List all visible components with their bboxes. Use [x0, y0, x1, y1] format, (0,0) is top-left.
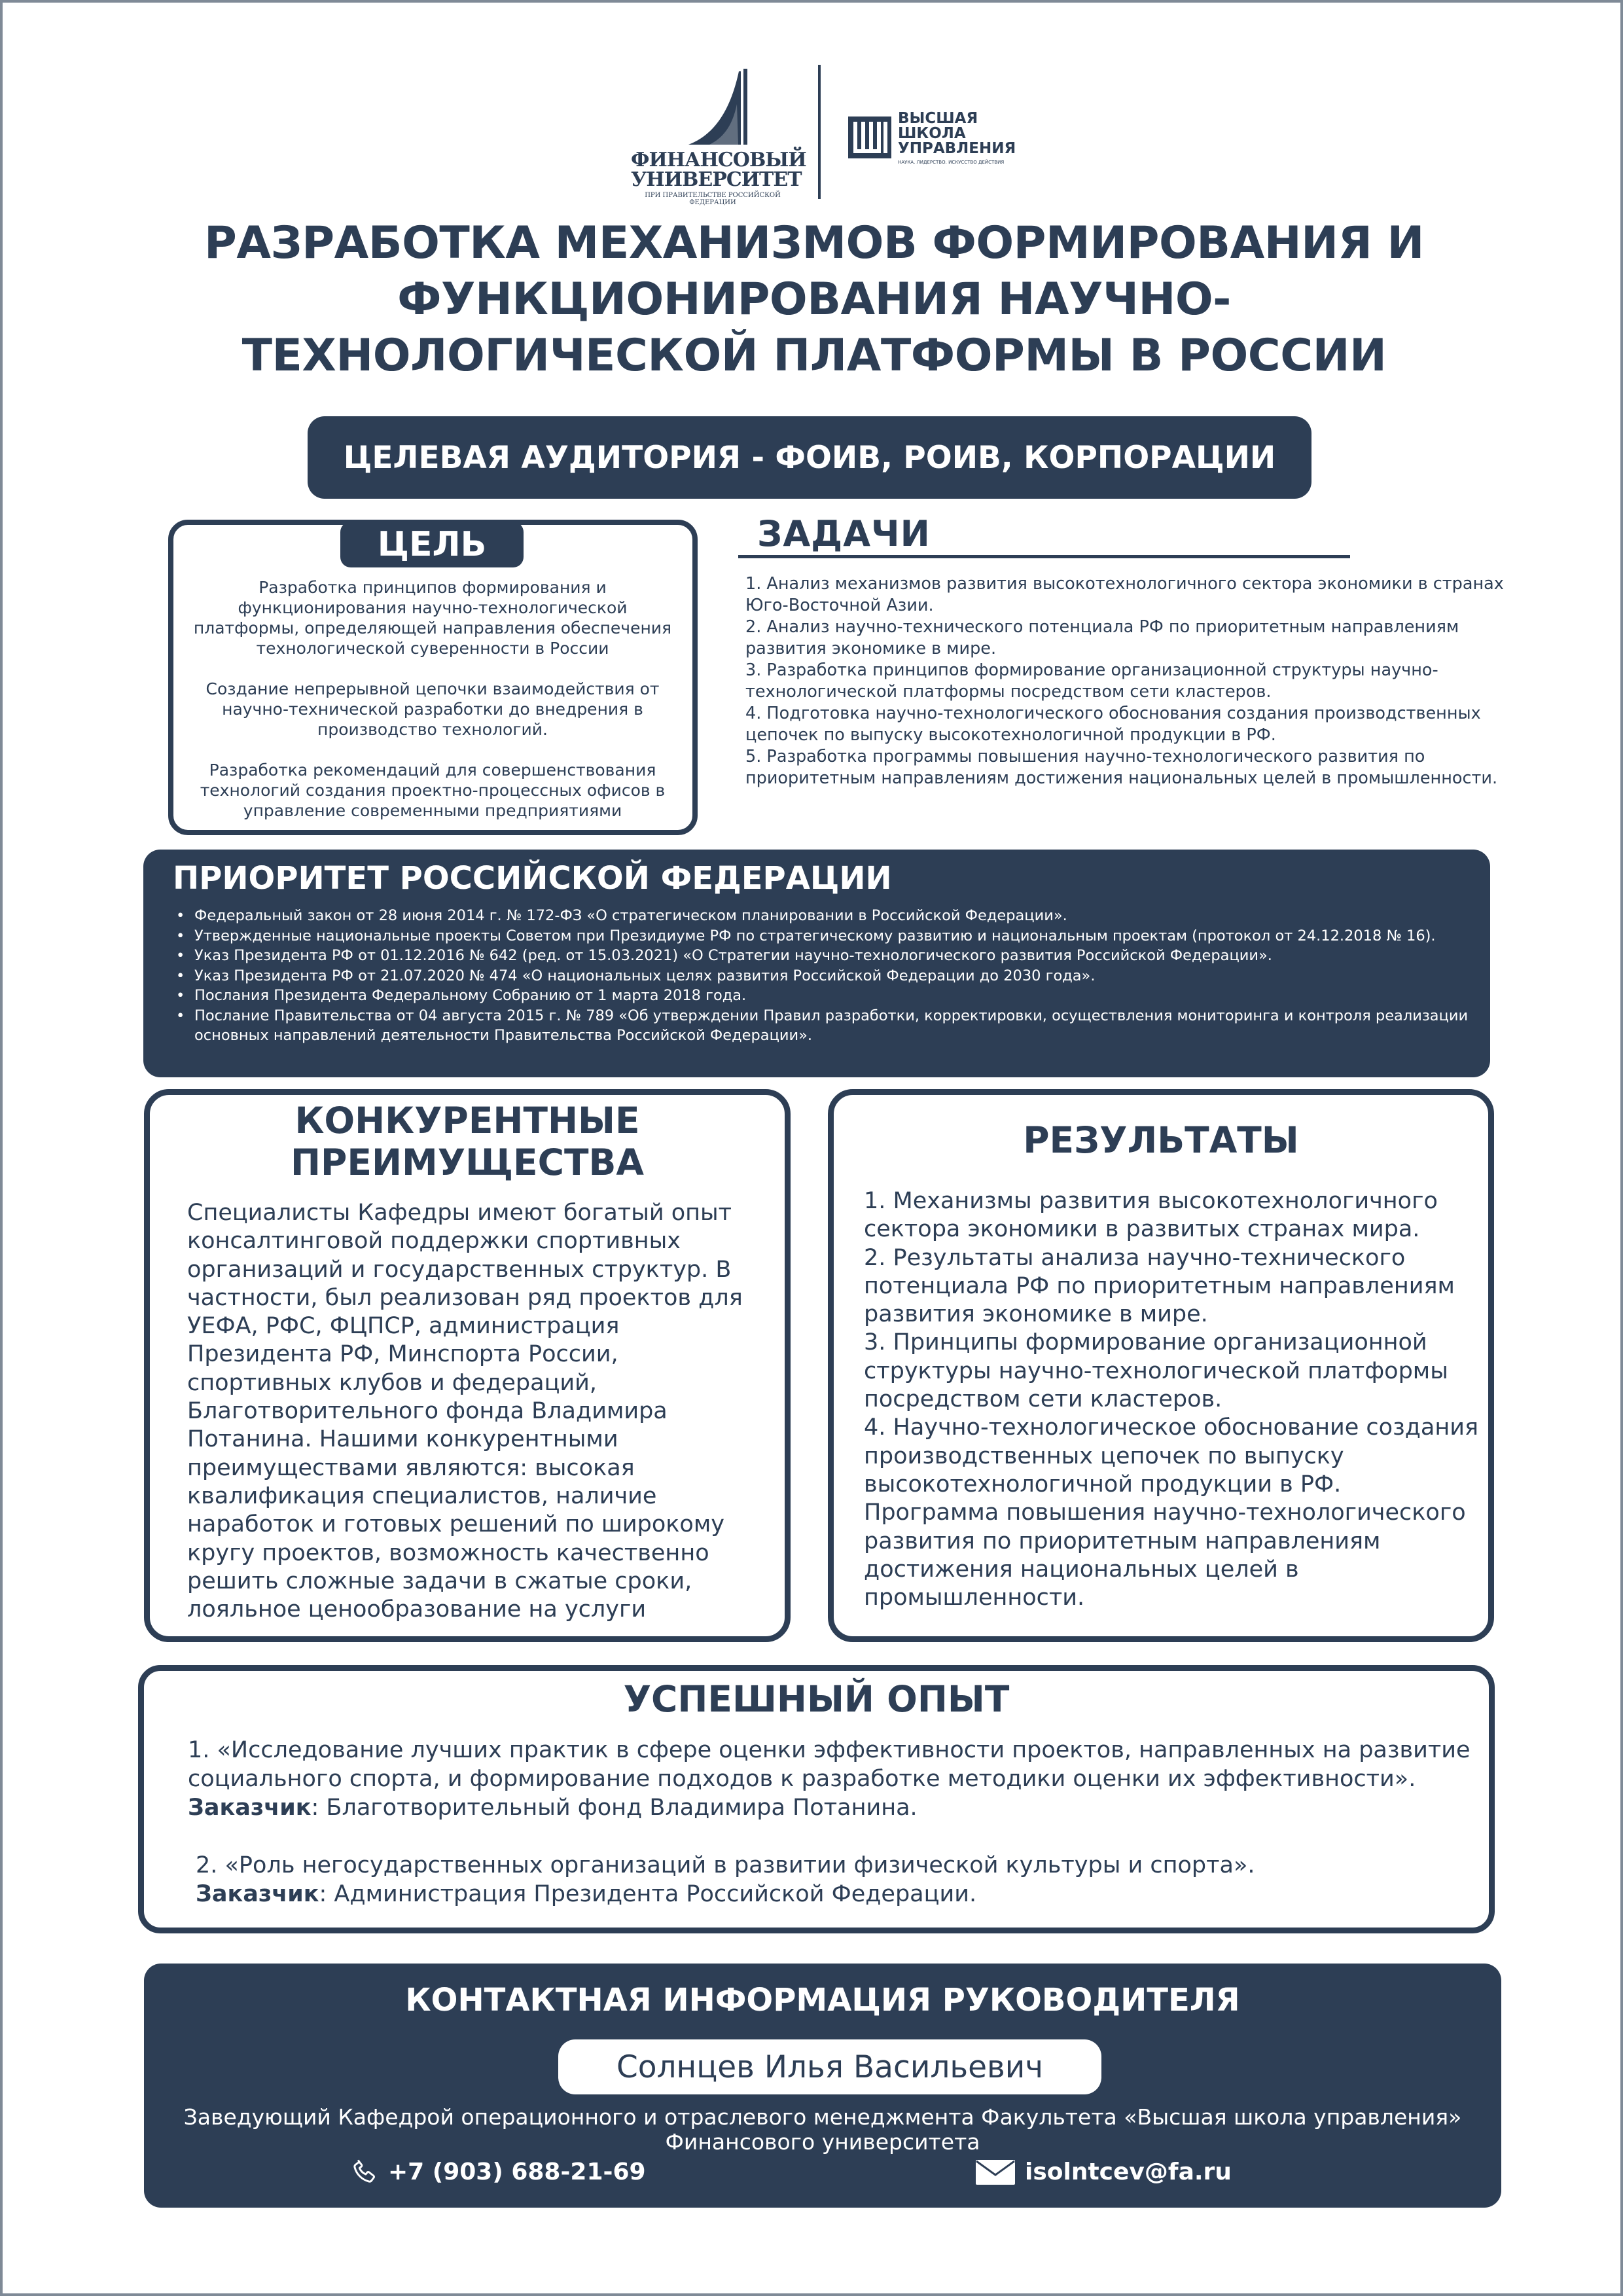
success-list	[188, 1736, 1471, 1909]
phone-icon	[350, 2157, 379, 2186]
success-client-1	[188, 1793, 1471, 1822]
success-item-1: 1. «Исследование лучших практик в сфере оценки эффективности проектов, направленных на развитие социального спорта, и формирование подходов к разработке методики оценки их эффективности».	[188, 1737, 1471, 1792]
title-line-3: ТЕХНОЛОГИЧЕСКОЙ ПЛАТФОРМЫ В РОССИИ	[241, 330, 1387, 382]
envelope-icon	[975, 2158, 1016, 2185]
goal-paragraph: Разработка рекомендаций для совершенствования технологий создания проектно-процессных офисов в управление современными предприятиями	[200, 761, 666, 820]
priority-item: • Послание Правительства от 04 августа 2015 г. № 789 «Об утверждении Правил разработки, корректировки, осуществления мониторинга и контроля реализации основных направлений деятельности Правительства Российской Федерации».	[176, 1006, 1485, 1046]
task-item: 5. Разработка программы повышения научно-технологического развития по приоритетным направлениям достижения национальных целей в промышленности.	[745, 747, 1498, 788]
contact-name: Солнцев Илья Васильевич	[558, 2039, 1101, 2094]
priority-item: • Федеральный закон от 28 июня 2014 г. № 172-ФЗ «О стратегическом планировании в Российской Федерации».	[176, 906, 1485, 926]
priority-title: ПРИОРИТЕТ РОССИЙСКОЙ ФЕДЕРАЦИИ	[173, 860, 892, 897]
client-value: : Администрация Президента Российской Федерации.	[319, 1881, 977, 1907]
goal-text	[187, 577, 678, 841]
goal-paragraph: Разработка принципов формирования и функционирования научно-технологической платформы, определяющей направления обеспечения технологической суверенности в России	[193, 578, 672, 658]
contact-position-line1: Заведующий Кафедрой операционного и отраслевого менеджмента Факультета «Высшая школа управления»	[183, 2104, 1462, 2130]
contact-phone[interactable]	[350, 2157, 646, 2186]
logo-hsu-line1: ВЫСШАЯ	[898, 110, 978, 127]
poster-title	[120, 215, 1508, 384]
success-title: УСПЕШНЫЙ ОПЫТ	[623, 1678, 1010, 1720]
result-item: 1. Механизмы развития высокотехнологичного сектора экономики в развитых странах мира.	[864, 1188, 1438, 1243]
logo-fu-line2: УНИВЕРСИТЕТ	[631, 168, 802, 191]
title-line-2: ФУНКЦИОНИРОВАНИЯ НАУЧНО-	[397, 274, 1231, 325]
results-title: РЕЗУЛЬТАТЫ	[1023, 1119, 1299, 1161]
tasks-list	[745, 573, 1524, 789]
priority-item: • Послания Президента Федеральному Собранию от 1 марта 2018 года.	[176, 986, 1485, 1006]
task-item: 4. Подготовка научно-технологического обоснования создания производственных цепочек по выпуску высокотехнологичной продукции в РФ.	[745, 704, 1481, 745]
client-label: Заказчик	[188, 1795, 312, 1821]
task-item: 1. Анализ механизмов развития высокотехнологичного сектора экономики в странах Юго-Восточной Азии.	[745, 574, 1504, 615]
goal-paragraph: Создание непрерывной цепочки взаимодействия от научно-технической разработки до внедрения в производство технологий.	[205, 679, 660, 739]
priority-item: • Утвержденные национальные проекты Советом при Президиуме РФ по стратегическому развитию и национальным проектам (протокол от 24.12.2018 № 16).	[176, 926, 1485, 946]
logo-fu-line3: ПРИ ПРАВИТЕЛЬСТВЕ РОССИЙСКОЙ ФЕДЕРАЦИИ	[645, 192, 781, 206]
contact-email[interactable]	[975, 2157, 1232, 2186]
results-list	[864, 1187, 1479, 1612]
logo-hsu-tagline: НАУКА. ЛИДЕРСТВО. ИСКУССТВО ДЕЙСТВИЯ	[898, 160, 1005, 165]
contact-position-line2: Финансового университета	[665, 2129, 980, 2155]
contact-position	[144, 2105, 1501, 2155]
target-audience-banner: ЦЕЛЕВАЯ АУДИТОРИЯ - ФОИВ, РОИВ, КОРПОРАЦИИ	[308, 416, 1311, 499]
priority-list	[176, 906, 1485, 1046]
task-item: 2. Анализ научно-технического потенциала РФ по приоритетным направлениям развития экономике в мире.	[745, 617, 1459, 658]
priority-item: • Указ Президента РФ от 01.12.2016 № 642 (ред. от 15.03.2021) «О Стратегии научно-технологического развития Российской Федерации».	[176, 946, 1485, 966]
task-item: 3. Разработка принципов формирование организационной структуры научно-технологической платформы посредством сети кластеров.	[745, 660, 1438, 702]
contact-email-address: isolntcev@fa.ru	[1025, 2158, 1232, 2185]
contact-title: КОНТАКТНАЯ ИНФОРМАЦИЯ РУКОВОДИТЕЛЯ	[405, 1982, 1240, 2018]
advantages-text: Специалисты Кафедры имеют богатый опыт консалтинговой поддержки спортивных организаций и государственных структур. В частности, был реализован ряд проектов для УЕФА, РФС, ФЦПСР, администрация Президента РФ, Минспорта России, спортивных клубов и федераций, Благотворительного фонда Владимира Потанина. Нашими конкурентными преимуществами являются: высокая квалификация специалистов, наличие наработок и готовых решений по широкому кругу проектов, возможность качественно решить сложные задачи в сжатые сроки, лояльное ценообразование на услуги	[187, 1200, 743, 1623]
priority-item: • Указ Президента РФ от 21.07.2020 № 474 «О национальных целях развития Российской Федерации до 2030 года».	[176, 966, 1485, 986]
goal-label: ЦЕЛЬ	[340, 522, 524, 567]
spacer	[188, 1822, 1471, 1851]
logo-hsu-line3: УПРАВЛЕНИЯ	[898, 140, 1016, 157]
priority-section	[143, 850, 1490, 1077]
contact-phone-number: +7 (903) 688-21-69	[388, 2158, 646, 2185]
client-label: Заказчик	[196, 1881, 319, 1907]
result-item: 2. Результаты анализа научно-технического потенциала РФ по приоритетным направлениям развития экономике в мире.	[864, 1244, 1455, 1328]
university-emblem-icon	[631, 65, 794, 150]
client-value: : Благотворительный фонд Владимира Потанина.	[311, 1795, 918, 1821]
advantages-title-line1: КОНКУРЕНТНЫЕ	[294, 1100, 640, 1141]
result-item: 4. Научно-технологическое обоснование создания производственных цепочек по выпуску высокотехнологичной продукции в РФ. Программа повышения научно-технологического развития по приоритетным направлениям достижения национальных целей в промышленности.	[864, 1414, 1479, 1611]
logo-fu-line1: ФИНАНСОВЫЙ	[631, 149, 806, 171]
hsu-emblem-icon	[848, 113, 891, 158]
hsu-logo	[848, 107, 1031, 166]
financial-university-logo	[631, 65, 806, 206]
advantages-title-line2: ПРЕИМУЩЕСТВА	[291, 1141, 644, 1183]
result-item: 3. Принципы формирование организационной структуры научно-технологической платформы посредством сети кластеров.	[864, 1329, 1448, 1413]
title-line-1: РАЗРАБОТКА МЕХАНИЗМОВ ФОРМИРОВАНИЯ И	[204, 217, 1424, 269]
success-client-2	[188, 1880, 1471, 1909]
logo-divider	[818, 65, 821, 199]
contact-section	[144, 1964, 1501, 2208]
advantages-title	[144, 1100, 791, 1183]
tasks-underline	[738, 555, 1350, 558]
tasks-heading: ЗАДАЧИ	[757, 513, 931, 554]
logo-hsu-line2: ШКОЛА	[898, 125, 966, 142]
success-item-2: 2. «Роль негосударственных организаций в развитии физической культуры и спорта».	[196, 1852, 1255, 1878]
